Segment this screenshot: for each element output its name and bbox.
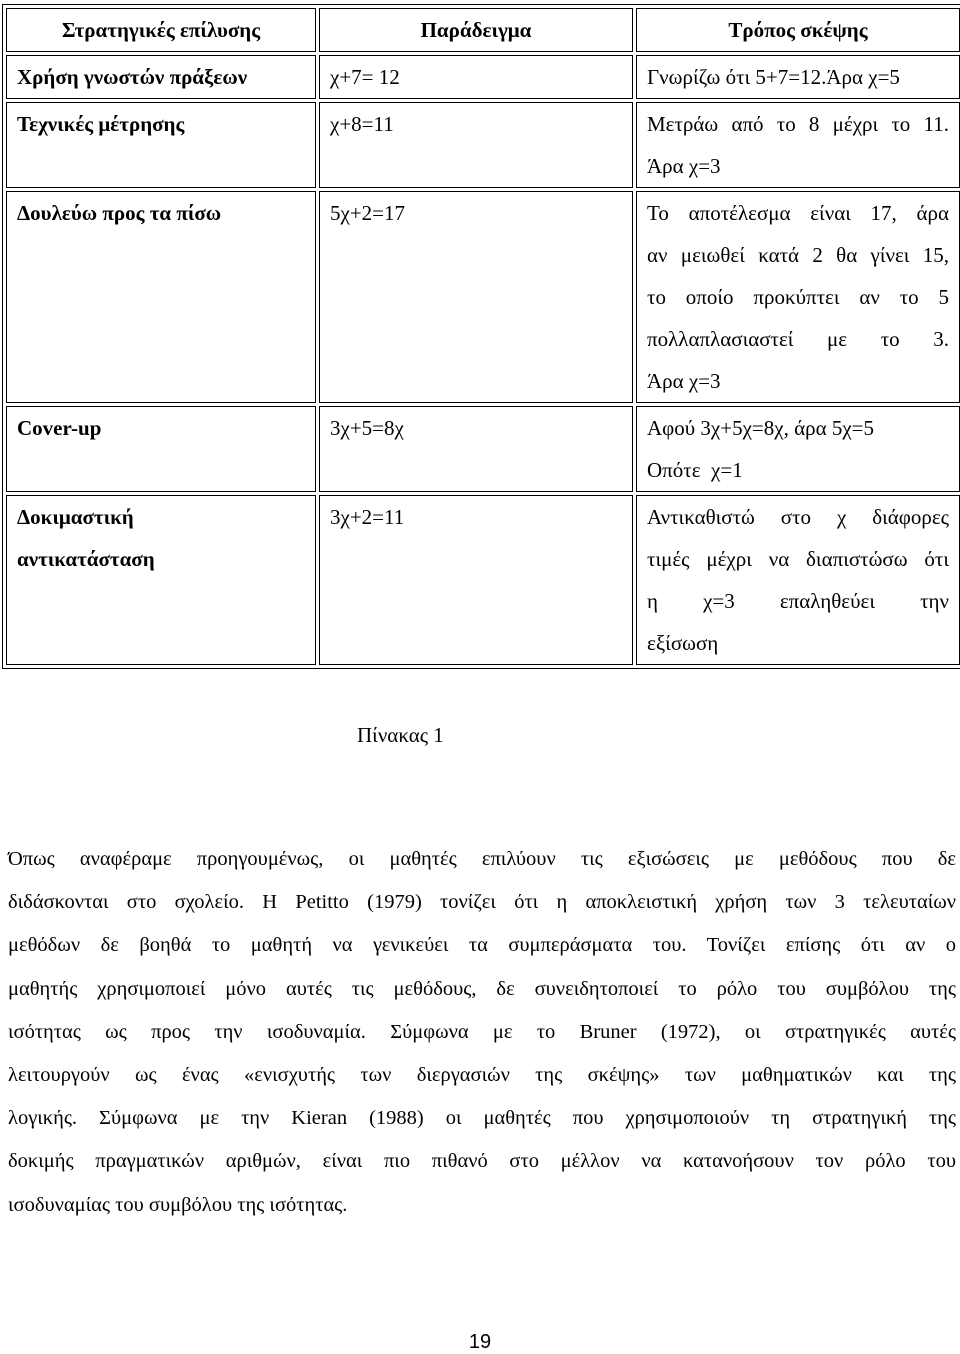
thinking-line: πολλαπλασιαστεί με το 3. (647, 327, 949, 351)
strategy-line: Χρήση γνωστών πράξεων (17, 65, 248, 89)
thinking-line: Αντικαθιστώ στο χ διάφορες (647, 505, 949, 529)
thinking-line: εξίσωση (647, 631, 719, 655)
table-row (6, 55, 960, 99)
strategy-cell (6, 406, 316, 492)
thinking-line: αν μειωθεί κατά 2 θα γίνει 15, (647, 243, 949, 267)
strategy-cell (6, 495, 316, 665)
strategies-table (2, 4, 960, 669)
thinking-line: Αφού 3χ+5χ=8χ, άρα 5χ=5 (647, 416, 874, 440)
thinking-cell (636, 495, 960, 665)
paragraph-line: ισοδυναμίας του συμβόλου της ισότητας. (8, 1193, 348, 1216)
strategy-cell (6, 102, 316, 188)
body-paragraph (8, 838, 956, 1227)
table-row (6, 495, 960, 665)
example-cell: χ+7= 12 (319, 55, 633, 99)
strategy-line: Δοκιμαστική (17, 505, 134, 529)
thinking-line: Οπότε χ=1 (647, 458, 743, 482)
thinking-line: τιμές μέχρι να διαπιστώσω ότι (647, 547, 949, 571)
example-cell: χ+8=11 (319, 102, 633, 188)
thinking-line: η χ=3 επαληθεύει την (647, 589, 949, 613)
paragraph-line: μεθόδων δε βοηθά το μαθητή να γενικεύει τα συμπεράσματα του. Τονίζει επίσης ότι αν ο (8, 934, 956, 957)
thinking-line: Το αποτέλεσμα είναι 17, άρα (647, 201, 949, 225)
thinking-line: Άρα χ=3 (647, 154, 721, 178)
thinking-line: το οποίο προκύπτει αν το 5 (647, 285, 949, 309)
thinking-cell (636, 191, 960, 403)
strategy-cell (6, 191, 316, 403)
table-caption: Πίνακας 1 (357, 723, 444, 747)
thinking-cell (636, 406, 960, 492)
example-cell: 5χ+2=17 (319, 191, 633, 403)
paragraph-line: μαθητής χρησιμοποιεί μόνο αυτές τις μεθόδους, δε συνειδητοποιεί το ρόλο του συμβόλου της (8, 977, 956, 1000)
strategy-line: Τεχνικές μέτρησης (17, 112, 185, 136)
thinking-line: Άρα χ=3 (647, 369, 721, 393)
page-number: 19 (468, 1331, 492, 1353)
example-cell: 3χ+5=8χ (319, 406, 633, 492)
paragraph-line: δοκιμής πραγματικών αριθμών, είναι πιο πιθανό στο μέλλον να κατανοήσουν τον ρόλο του (8, 1150, 956, 1173)
thinking-cell (636, 55, 960, 99)
paragraph-line: ισότητας ως προς την ισοδυναμία. Σύμφωνα με το Bruner (1972), οι στρατηγικές αυτές (8, 1020, 956, 1043)
strategy-line: Cover-up (17, 416, 102, 440)
strategy-cell (6, 55, 316, 99)
paragraph-line: Όπως αναφέραμε προηγουμένως, οι μαθητές επιλύουν τις εξισώσεις με μεθόδους που δε (8, 848, 956, 870)
strategy-line: αντικατάσταση (17, 547, 155, 571)
table-row (6, 102, 960, 188)
table-header-row (6, 8, 960, 52)
paragraph-line: διδάσκονται στο σχολείο. Η Petitto (1979) τονίζει ότι η αποκλειστική χρήση των 3 τελευταίων (8, 891, 956, 914)
paragraph-line: λογικής. Σύμφωνα με την Kieran (1988) οι μαθητές που χρησιμοποιούν τη στρατηγική της (8, 1107, 956, 1130)
header-thinking: Τρόπος σκέψης (636, 8, 960, 52)
example-cell: 3χ+2=11 (319, 495, 633, 665)
thinking-line: Μετράω από το 8 μέχρι το 11. (647, 112, 949, 136)
table-row (6, 406, 960, 492)
header-strategy: Στρατηγικές επίλυσης (6, 8, 316, 52)
paragraph-line: λειτουργούν ως ένας «ενισχυτής των διεργασιών της σκέψης» των μαθηματικών και της (8, 1064, 956, 1087)
thinking-line: Γνωρίζω ότι 5+7=12.Άρα χ=5 (647, 65, 900, 89)
thinking-cell (636, 102, 960, 188)
header-example: Παράδειγμα (319, 8, 633, 52)
strategy-line: Δουλεύω προς τα πίσω (17, 201, 222, 225)
table-row (6, 191, 960, 403)
